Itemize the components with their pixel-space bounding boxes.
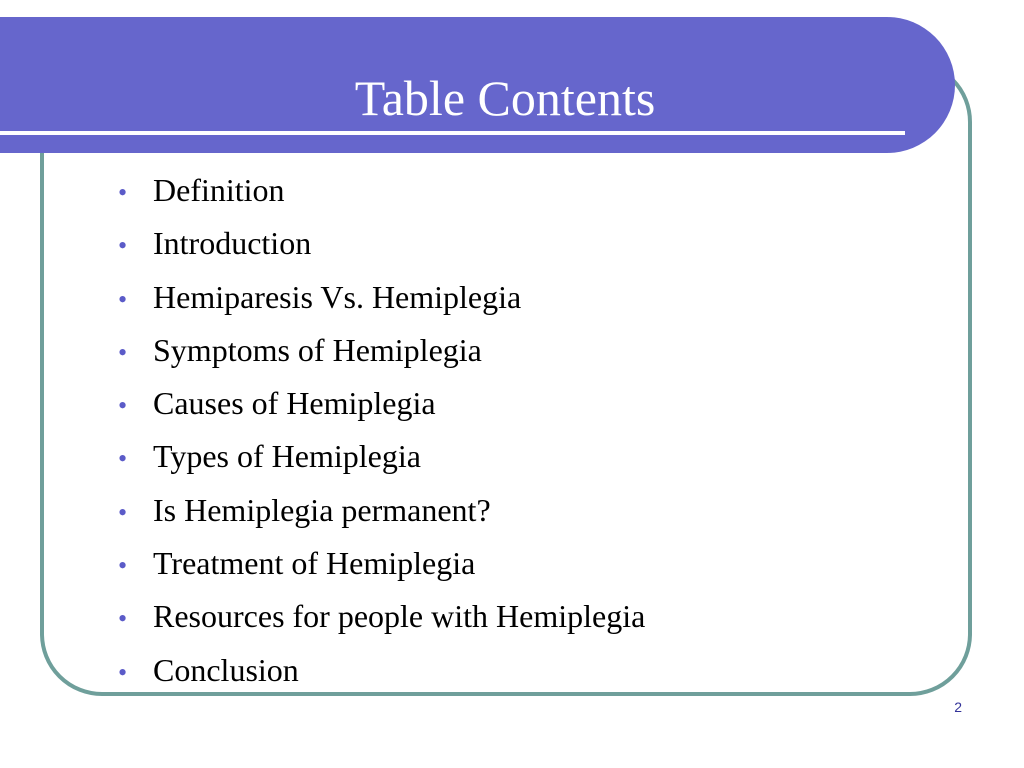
list-item-label: Hemiparesis Vs. Hemiplegia (153, 278, 522, 315)
list-item-label: Conclusion (153, 651, 299, 688)
list-item-treatment (118, 537, 645, 590)
list-item-types (118, 430, 645, 483)
list-item-label: Is Hemiplegia permanent? (153, 491, 491, 528)
list-item-label: Resources for people with Hemiplegia (153, 598, 646, 635)
slide-title: Table Contents (354, 70, 656, 126)
list-item-definition (118, 164, 645, 217)
list-item-conclusion (118, 644, 645, 697)
list-item-label: Types of Hemiplegia (153, 438, 421, 475)
list-item-symptoms (118, 324, 645, 377)
list-item-label: Treatment of Hemiplegia (153, 545, 476, 582)
list-item-introduction (118, 217, 645, 270)
bullet-icon: • (118, 657, 128, 687)
title-underline-rule (0, 131, 905, 135)
bullet-icon: • (118, 497, 128, 527)
page-number: 2 (954, 699, 962, 715)
bullet-icon: • (118, 178, 128, 207)
bullet-icon: • (118, 231, 128, 261)
list-item-label: Introduction (153, 225, 312, 262)
list-item-hemiparesis-vs-hemiplegia (118, 271, 645, 324)
bullet-icon: • (118, 337, 128, 367)
list-item-resources (118, 590, 645, 643)
list-item-label: Causes of Hemiplegia (153, 385, 436, 422)
list-item-causes (118, 377, 645, 430)
bullet-icon: • (118, 551, 128, 581)
bullet-icon: • (118, 604, 128, 634)
bullet-icon: • (118, 284, 128, 314)
list-item-permanent (118, 484, 645, 537)
bullet-icon: • (118, 391, 128, 421)
list-item-label: Definition (153, 172, 285, 208)
list-item-label: Symptoms of Hemiplegia (153, 331, 482, 368)
contents-list (118, 164, 645, 697)
bullet-icon: • (118, 444, 128, 474)
